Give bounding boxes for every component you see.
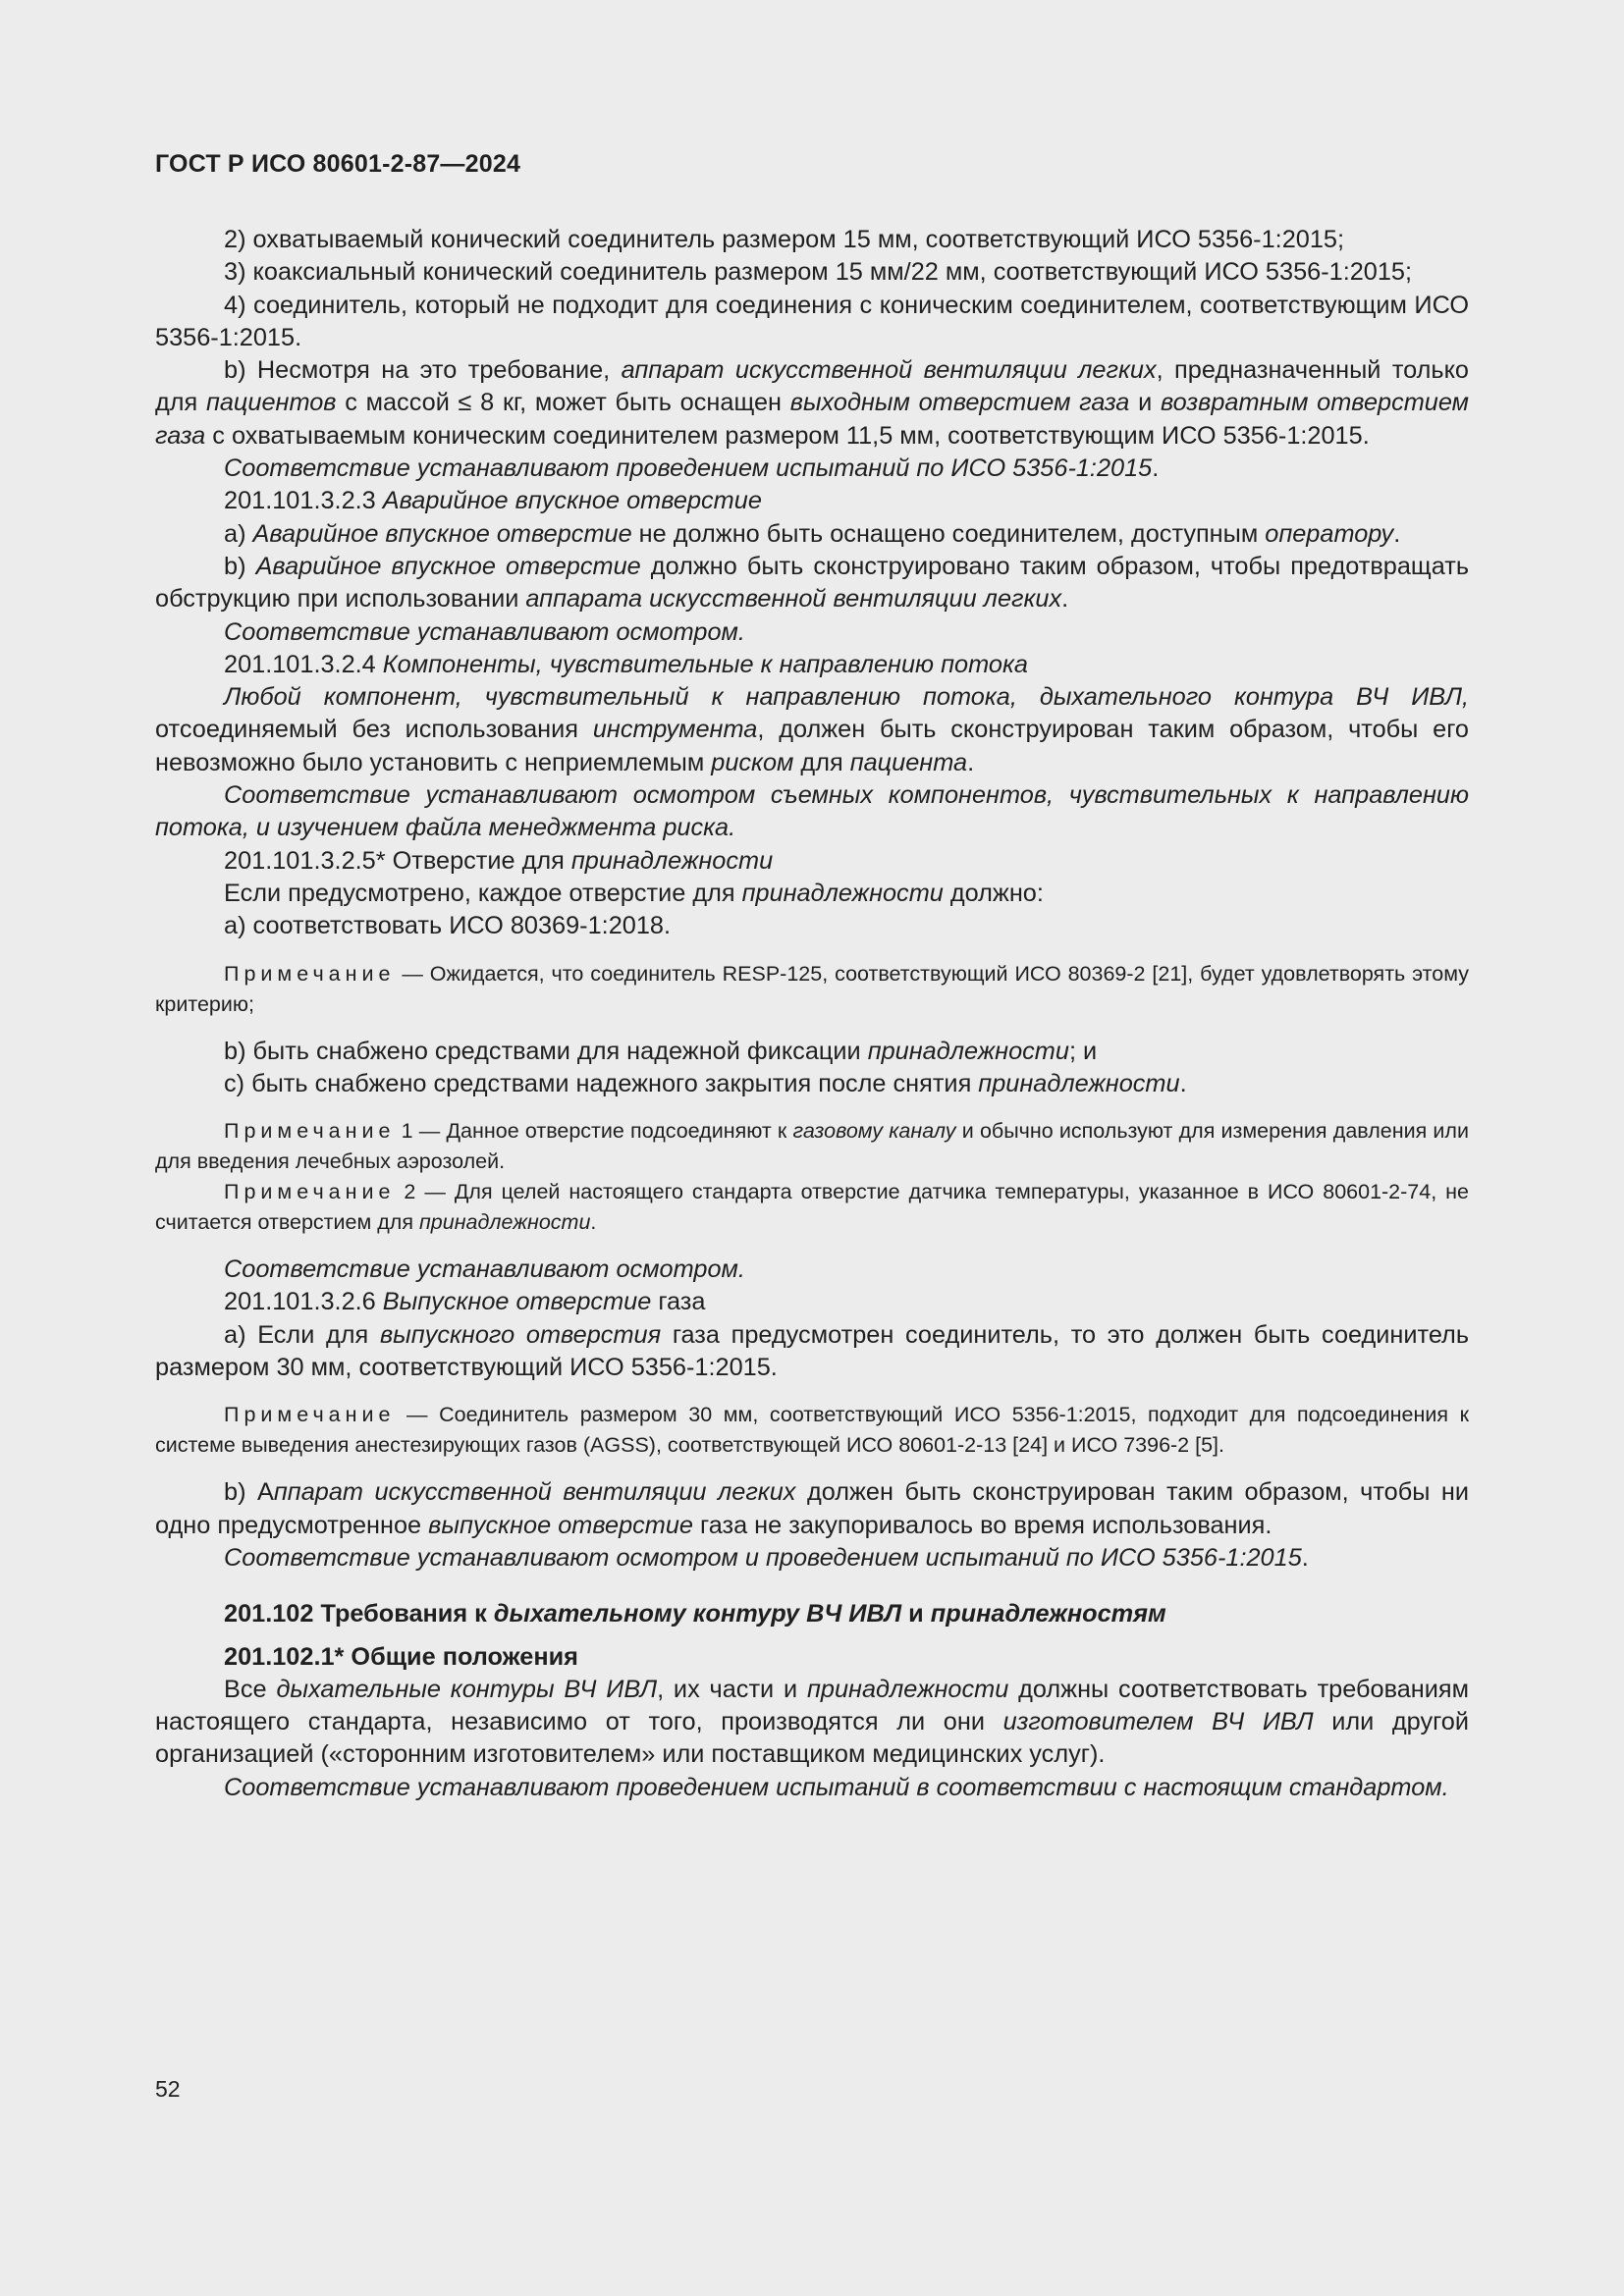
text-run: и обычно используют для измерения давления или для введения лечебных аэрозолей. xyxy=(155,1119,1469,1174)
text-run: газа предусмотрен соединитель, то это должен быть соединитель размером 30 мм, соответствующий ИСО 5356-1:2015. xyxy=(155,1320,1470,1382)
document-body xyxy=(155,224,1469,1804)
italic-term: Аварийное впускное отверстие xyxy=(255,552,641,580)
text-run: или другой организацией («сторонним изготовителем» или поставщиком медицинских услуг). xyxy=(155,1708,1469,1769)
compliance-statement xyxy=(155,779,1469,845)
paragraph xyxy=(155,878,1469,910)
text-run: должно быть сконструировано таким образом, чтобы предотвращать обструкцию при использовании xyxy=(155,552,1470,614)
text-run: — Соединитель размером 30 мм, соответствующий ИСО 5356-1:2015, подходит для подсоединения к системе выведения анестезирующих газов (AGSS), соответствующей ИСО 80601-2-13 [24] и ИСО 7396-2 [5]. xyxy=(155,1403,1469,1458)
italic-term: принадлежности xyxy=(807,1675,1009,1703)
compliance-statement xyxy=(155,1254,1469,1286)
italic-term: дыхательному контуру ВЧ ИВЛ xyxy=(493,1600,902,1629)
text-run: a) xyxy=(224,519,253,548)
italic-term: Аварийное впускное отверстие xyxy=(252,519,632,548)
italic-term: принадлежности xyxy=(570,846,774,875)
clause-heading xyxy=(155,649,1469,681)
paragraph: 3) коаксиальный конический соединитель размером 15 мм/22 мм, соответствующий ИСО 5356-1:2015; xyxy=(224,258,1413,287)
text-run: отсоединяемый без использования xyxy=(155,716,593,744)
text-run: . xyxy=(590,1210,597,1235)
text-run: должны соответствовать требованиям настоящего стандарта, независимо от того, производятся ли они xyxy=(155,1675,1469,1736)
text-run: и xyxy=(901,1600,931,1629)
italic-term: принадлежности xyxy=(867,1037,1069,1065)
italic-term: принадлежности xyxy=(418,1210,591,1235)
paragraph xyxy=(155,1036,1469,1068)
text-run: , должен быть сконструирован таким образом, чтобы его невозможно было установить с неприемлемым xyxy=(155,716,1469,776)
italic-term: выпускное отверстие xyxy=(428,1511,693,1539)
italic-term: газовому каналу xyxy=(792,1119,956,1144)
italic-term: возвратным отверстием газа xyxy=(155,389,1469,450)
italic-term: оператору xyxy=(1265,519,1394,548)
italic-term: риском xyxy=(711,748,794,776)
paragraph xyxy=(155,681,1469,779)
text-run: 201.102 Требования к xyxy=(224,1600,494,1629)
text-run: ; и xyxy=(1068,1037,1098,1065)
text-run: газа не закупоривалось во время использования. xyxy=(693,1511,1272,1539)
note-label: Примечание xyxy=(224,1180,396,1204)
clause-heading xyxy=(155,485,1469,517)
compliance-statement xyxy=(155,453,1469,485)
italic-term: Соответствие устанавливают осмотром и проведением испытаний по ИСО 5356-1:2015 xyxy=(224,1543,1302,1572)
subsection-heading: 201.102.1* Общие положения xyxy=(224,1642,578,1671)
note-label: Примечание xyxy=(224,1403,396,1427)
paragraph xyxy=(155,1476,1469,1542)
text-run: . xyxy=(1179,1069,1187,1097)
italic-term: выходным отверстием газа xyxy=(789,389,1130,417)
text-run: b) быть снабжено средствами для надежной фиксации xyxy=(224,1037,868,1065)
text-run: Все xyxy=(224,1675,277,1703)
compliance-statement xyxy=(155,1542,1469,1575)
italic-term: Соответствие устанавливают осмотром съемных компонентов, чувствительных к направлению потока, и изучением файла менеджмента риска. xyxy=(155,781,1469,842)
italic-term: инструмента xyxy=(592,716,758,744)
italic-term: Соответствие устанавливают осмотром. xyxy=(224,1255,745,1284)
text-run: с охватываемым коническим соединителем размером 11,5 мм, соответствующим ИСО 5356-1:2015. xyxy=(205,421,1370,450)
clause-heading xyxy=(155,1286,1469,1318)
text-run: Если предусмотрено, каждое отверстие для xyxy=(224,879,742,907)
italic-term: Соответствие устанавливают осмотром. xyxy=(224,617,745,646)
text-run: b) xyxy=(224,552,256,580)
note xyxy=(155,1400,1469,1461)
text-run: должно: xyxy=(943,879,1044,907)
text-run: не должно быть оснащено соединителем, доступным xyxy=(631,519,1266,548)
paragraph xyxy=(155,1674,1469,1772)
text-run: 1 — Данное отверстие подсоединяют к xyxy=(395,1119,793,1144)
text-run: 201.101.3.2.5* Отверстие для xyxy=(224,846,571,875)
italic-term: Аварийное впускное отверстие xyxy=(382,487,762,515)
note xyxy=(155,959,1469,1020)
text-run: , их части и xyxy=(657,1675,807,1703)
text-run: для xyxy=(793,748,850,776)
italic-term: пациента xyxy=(849,748,968,776)
paragraph xyxy=(155,551,1469,616)
paragraph: 4) соединитель, который не подходит для соединения с коническим соединителем, соответствующим ИСО 5356-1:2015. xyxy=(155,291,1469,351)
text-run: 201.101.3.2.4 xyxy=(224,650,383,678)
text-run: c) быть снабжено средствами надежного закрытия после снятия xyxy=(224,1069,979,1097)
italic-term: пациентов xyxy=(205,389,337,417)
text-run: b) А xyxy=(224,1478,274,1507)
italic-term: принадлежностям xyxy=(930,1600,1166,1629)
text-run: . xyxy=(1152,454,1160,483)
note xyxy=(155,1116,1469,1177)
text-run: 2 — Для целей настоящего стандарта отверстие датчика температуры, указанное в ИСО 80601-2-74, не считается отверстием для xyxy=(155,1180,1469,1235)
italic-term: принадлежности xyxy=(978,1069,1180,1097)
text-run: — Ожидается, что соединитель RESP-125, соответствующий ИСО 80369-2 [21], будет удовлетворять этому критерию; xyxy=(155,961,1469,1016)
paragraph xyxy=(155,354,1469,453)
italic-term: принадлежности xyxy=(741,879,944,907)
text-run: b) Несмотря на это требование, xyxy=(224,356,622,385)
text-run: 201.101.3.2.3 xyxy=(224,487,383,515)
text-run: . xyxy=(1061,585,1069,614)
italic-term: Соответствие устанавливают проведением испытаний в соответствии с настоящим стандартом. xyxy=(224,1773,1449,1801)
italic-term: Выпускное отверстие xyxy=(382,1288,652,1316)
text-run: , предназначенный только для xyxy=(155,356,1469,417)
clause-heading xyxy=(155,845,1469,878)
text-run: 201.101.3.2.6 xyxy=(224,1288,383,1316)
paragraph xyxy=(155,1068,1469,1100)
paragraph: a) соответствовать ИСО 80369-1:2018. xyxy=(224,912,671,940)
paragraph xyxy=(155,1319,1469,1385)
italic-term: Соответствие устанавливают проведением испытаний по ИСО 5356-1:2015 xyxy=(224,454,1153,483)
section-heading xyxy=(155,1598,1469,1630)
text-run: с массой ≤ 8 кг, может быть оснащен xyxy=(336,389,790,417)
note-label: Примечание xyxy=(224,961,396,986)
text-run: . xyxy=(1393,519,1401,548)
paragraph: 2) охватываемый конический соединитель размером 15 мм, соответствующий ИСО 5356-1:2015; xyxy=(224,226,1345,253)
document-header: ГОСТ Р ИСО 80601-2-87—2024 xyxy=(155,150,521,178)
italic-term: выпускного отверстия xyxy=(379,1320,662,1349)
italic-term: дыхательные контуры ВЧ ИВЛ xyxy=(276,1675,658,1703)
text-run: газа xyxy=(651,1288,706,1316)
text-run: должен быть сконструирован таким образом, чтобы ни одно предусмотренное xyxy=(155,1478,1469,1539)
compliance-statement xyxy=(155,1772,1469,1804)
italic-term: изготовителем ВЧ ИВЛ xyxy=(1002,1708,1314,1736)
note xyxy=(155,1177,1469,1238)
page-number: 52 xyxy=(155,2076,181,2102)
italic-term: аппарата искусственной вентиляции легких xyxy=(525,585,1062,614)
italic-term: Любой компонент, чувствительный к направлению потока, дыхательного контура ВЧ ИВЛ, xyxy=(224,683,1469,712)
note-label: Примечание xyxy=(224,1119,396,1144)
paragraph xyxy=(155,518,1469,551)
text-run: и xyxy=(1129,389,1161,417)
italic-term: Компоненты, чувствительные к направлению потока xyxy=(382,650,1028,678)
text-run: . xyxy=(967,748,975,776)
text-run: a) Если для xyxy=(224,1320,380,1349)
text-run: . xyxy=(1301,1543,1309,1572)
italic-term: аппарат искусственной вентиляции легких xyxy=(621,356,1157,385)
italic-term: ппарат искусственной вентиляции легких xyxy=(273,1478,796,1507)
compliance-statement xyxy=(155,616,1469,649)
